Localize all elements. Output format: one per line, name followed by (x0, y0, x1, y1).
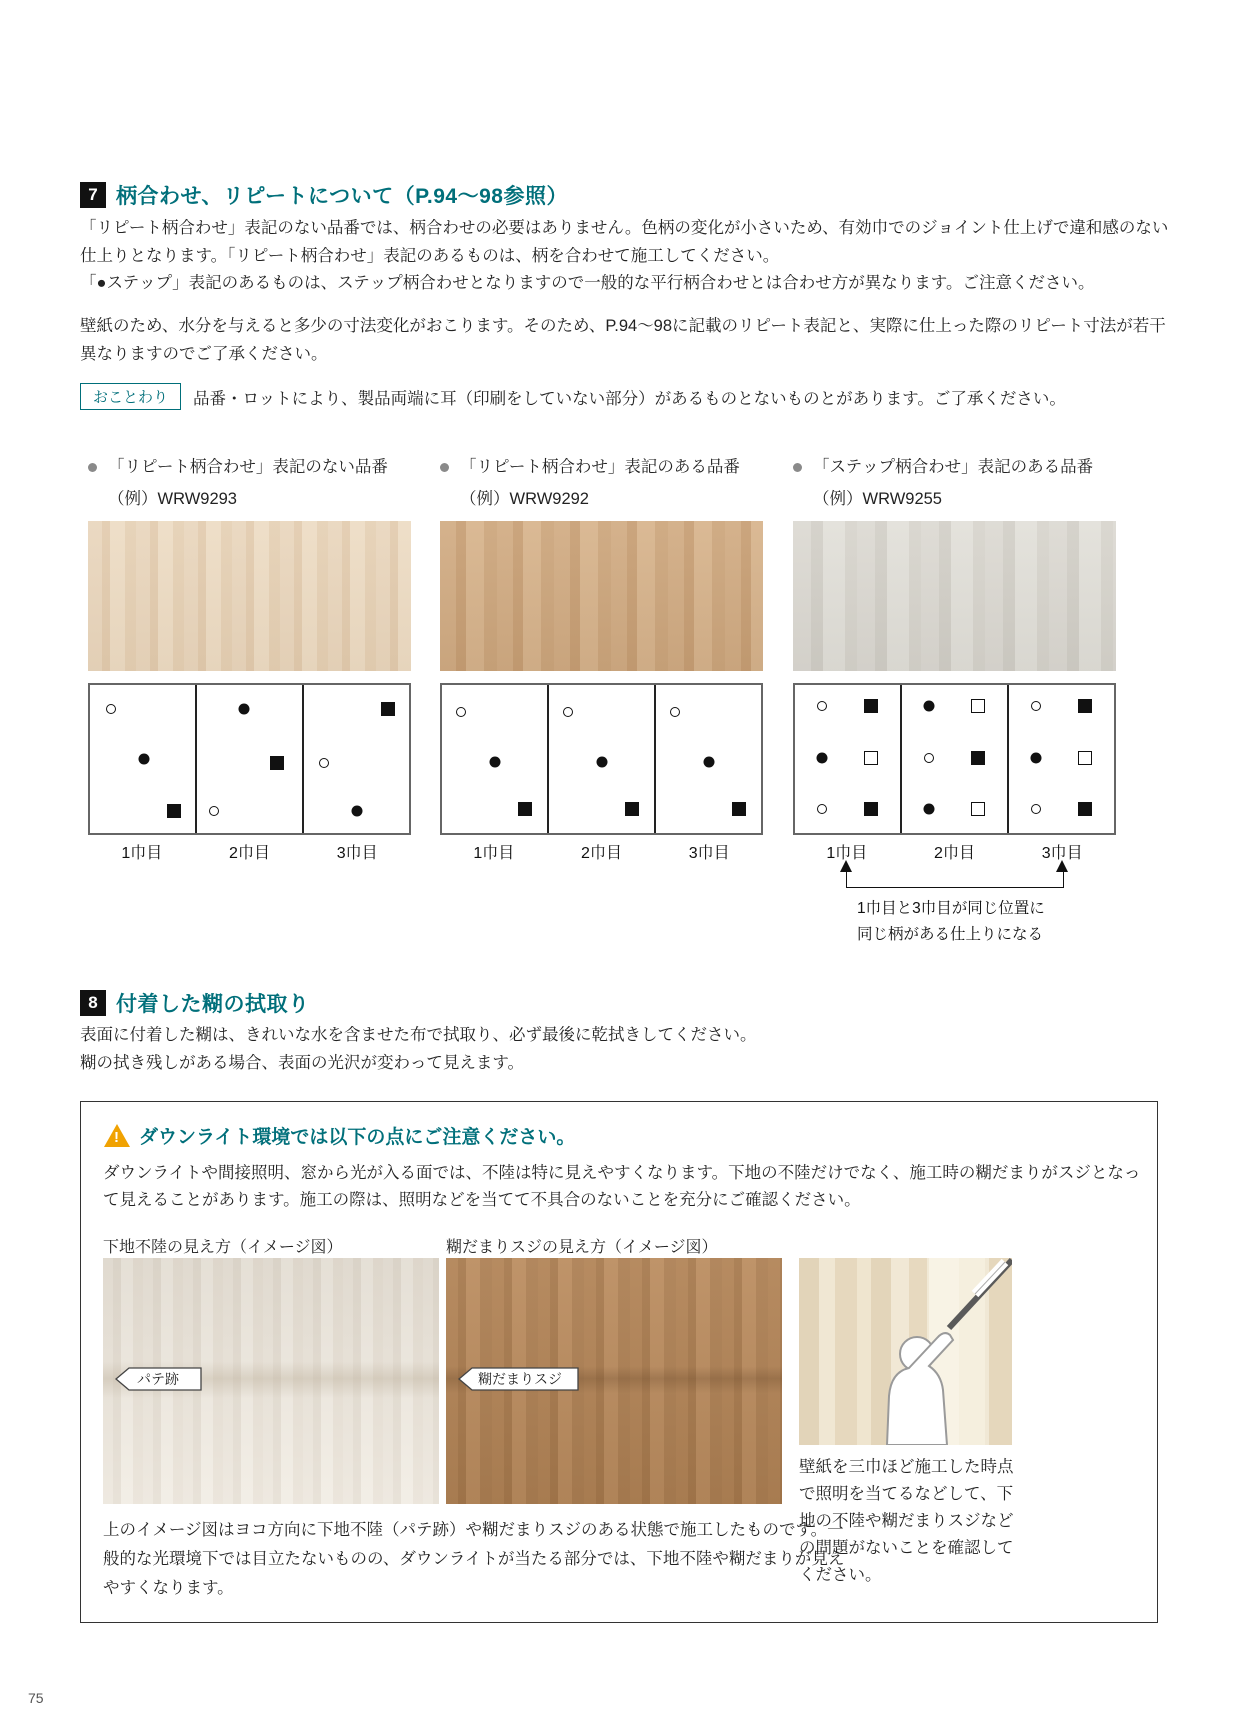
open-circle-icon (106, 704, 116, 714)
filled-square-icon (167, 804, 181, 818)
filled-square-icon (381, 702, 395, 716)
open-circle-icon (563, 707, 573, 717)
disclaimer-row (80, 383, 1066, 410)
bullet-icon (793, 463, 802, 472)
warning-triangle-icon (103, 1124, 131, 1148)
pattern-column-step (793, 455, 1116, 875)
pattern-column-repeat (440, 455, 763, 875)
open-circle-icon (670, 707, 680, 717)
open-square-icon (864, 751, 878, 765)
width-labels (440, 840, 763, 863)
image2-caption: 糊だまりスジの見え方（イメージ図） (446, 1239, 718, 1256)
width-panel (1007, 685, 1114, 833)
width-panel (195, 685, 302, 833)
width-panel (302, 685, 409, 833)
glue-tag-label: 糊だまりスジ (478, 1371, 562, 1387)
step-note-text (857, 896, 1045, 948)
caution-title-row (103, 1122, 575, 1149)
filled-square-icon (864, 699, 878, 713)
glue-tag (458, 1366, 580, 1392)
installer-illustration (799, 1258, 1012, 1445)
bullet-icon (440, 463, 449, 472)
width-labels (88, 840, 411, 863)
putty-tag (115, 1366, 203, 1392)
width-panel (547, 685, 654, 833)
section8-para1: 表面に付着した糊は、きれいな水を含ませた布で拭取り、必ず最後に乾拭きしてください。 (80, 1026, 757, 1044)
width-label-2: 2巾目 (581, 845, 622, 862)
width-label-3: 3巾目 (336, 845, 378, 862)
downlight-caution-box (80, 1101, 1158, 1623)
open-circle-icon (817, 701, 827, 711)
section7-number-badge: 7 (80, 182, 106, 208)
column-title-row (88, 455, 411, 479)
column-example-code: （例）WRW9293 (108, 490, 237, 508)
caution-title: ダウンライト環境では以下の点にご注意ください。 (139, 1127, 576, 1148)
wallpaper-swatch-wrw9255 (793, 521, 1116, 671)
step-note-line2: 同じ柄がある仕上りになる (857, 926, 1044, 943)
filled-circle-icon (703, 756, 714, 767)
filled-square-icon (971, 751, 985, 765)
putty-tag-label: パテ跡 (137, 1371, 179, 1387)
putty-mark-image (103, 1258, 439, 1504)
page-number: 75 (28, 1690, 44, 1706)
filled-circle-icon (489, 756, 500, 767)
section7-title: 柄合わせ、リピートについて（P.94～98参照） (116, 185, 568, 208)
width-label-2: 2巾目 (934, 845, 975, 862)
width-label-3: 3巾目 (688, 845, 730, 862)
caution-body: ダウンライトや間接照明、窓から光が入る面では、不陸は特に見えやすくなります。下地の不陸だけでなく、施工時の糊だまりがスジとなって見えることがあります。施工の際は、照明などを当てて不具合のないことを充分にご確認ください。 (103, 1164, 1141, 1209)
open-circle-icon (209, 806, 219, 816)
filled-circle-icon (239, 703, 250, 714)
arrow-up-icon (1056, 860, 1068, 872)
disclaimer-text: 品番・ロットにより、製品両端に耳（印刷をしていない部分）があるものとないものとがあります。ご了承ください。 (193, 389, 1066, 408)
bullet-icon (88, 463, 97, 472)
section7-para3: 壁紙のため、水分を与えると多少の寸法変化がおこります。そのため、P.94～98に記載のリピート表記と、実際に仕上った際のリピート寸法が若干異なりますのでご了承ください。 (80, 317, 1166, 363)
width-label-3: 3巾目 (1041, 845, 1083, 862)
open-circle-icon (319, 758, 329, 768)
width-panel (654, 685, 761, 833)
open-circle-icon (1031, 804, 1041, 814)
wallpaper-swatch-wrw9292 (440, 521, 763, 671)
filled-circle-icon (817, 752, 828, 763)
step-note-line1: 1巾目と3巾目が同じ位置に (857, 900, 1045, 917)
filled-circle-icon (924, 804, 935, 815)
width-panel (442, 685, 547, 833)
column-title: 「リピート柄合わせ」表記のない品番 (108, 458, 388, 476)
filled-square-icon (518, 802, 532, 816)
open-square-icon (971, 802, 985, 816)
width-diagram (88, 683, 411, 835)
filled-square-icon (864, 802, 878, 816)
section7-header (80, 180, 568, 210)
filled-square-icon (1078, 699, 1092, 713)
open-circle-icon (817, 804, 827, 814)
column-example-code: （例）WRW9255 (813, 490, 942, 508)
filled-square-icon (732, 802, 746, 816)
filled-circle-icon (596, 756, 607, 767)
column-title: 「ステップ柄合わせ」表記のある品番 (813, 458, 1094, 476)
width-panel (795, 685, 900, 833)
filled-square-icon (1078, 802, 1092, 816)
width-panel (900, 685, 1007, 833)
column-title-row (440, 455, 763, 479)
filled-circle-icon (138, 754, 149, 765)
open-square-icon (971, 699, 985, 713)
section8-header (80, 988, 310, 1018)
section8-paragraphs (80, 1022, 1170, 1077)
width-panel (90, 685, 195, 833)
open-circle-icon (1031, 701, 1041, 711)
column-example-code: （例）WRW9292 (460, 490, 589, 508)
open-square-icon (1078, 751, 1092, 765)
open-circle-icon (924, 753, 934, 763)
pattern-column-no-repeat (88, 455, 411, 875)
image1-caption: 下地不陸の見え方（イメージ図） (103, 1239, 343, 1256)
open-circle-icon (456, 707, 466, 717)
step-match-annotation (793, 860, 1116, 960)
caution-bottom-note: 上のイメージ図はヨコ方向に下地不陸（パテ跡）や糊だまりスジのある状態で施工したものです。一般的な光環境下では目立たないものの、ダウンライトが当たる部分では、下地不陸や糊だまりが見えやすくなります。 (103, 1521, 845, 1597)
filled-circle-icon (351, 805, 362, 816)
width-label-1: 1巾目 (121, 845, 163, 862)
glue-streak-image (446, 1258, 782, 1504)
disclaimer-label: おことわり (80, 383, 181, 410)
column-title: 「リピート柄合わせ」表記のある品番 (460, 458, 740, 476)
filled-square-icon (270, 756, 284, 770)
width-diagram (440, 683, 763, 835)
bracket-line (846, 872, 1064, 888)
section7-para1: 「リピート柄合わせ」表記のない品番では、柄合わせの必要はありません。色柄の変化が小さいため、有効巾でのジョイント仕上げで違和感のない仕上りとなります。「リピート柄合わせ」表記のあるものは、柄を合わせて施工してください。 (80, 219, 1169, 265)
wallpaper-swatch-wrw9293 (88, 521, 411, 671)
section8-para2: 糊の拭き残しがある場合、表面の光沢が変わって見えます。 (80, 1053, 525, 1072)
filled-square-icon (625, 802, 639, 816)
caution-right-note: 壁紙を三巾ほど施工した時点で照明を当てるなどして、下地の不陸や糊だまりスジなどの問題がないことを確認してください。 (799, 1458, 1014, 1584)
column-title-row (793, 455, 1116, 479)
width-label-2: 2巾目 (229, 845, 270, 862)
section8-title: 付着した糊の拭取り (116, 993, 310, 1016)
arrow-up-icon (840, 860, 852, 872)
section8-number-badge: 8 (80, 990, 106, 1016)
width-label-1: 1巾目 (473, 845, 515, 862)
width-diagram (793, 683, 1116, 835)
width-label-1: 1巾目 (826, 845, 868, 862)
filled-circle-icon (1031, 752, 1042, 763)
section7-para2: 「●ステップ」表記のあるものは、ステップ柄合わせとなりますので一般的な平行柄合わせとは合わせ方が異なります。ご注意ください。 (80, 274, 1095, 292)
filled-circle-icon (924, 700, 935, 711)
section7-paragraph-block1 (80, 215, 1170, 298)
